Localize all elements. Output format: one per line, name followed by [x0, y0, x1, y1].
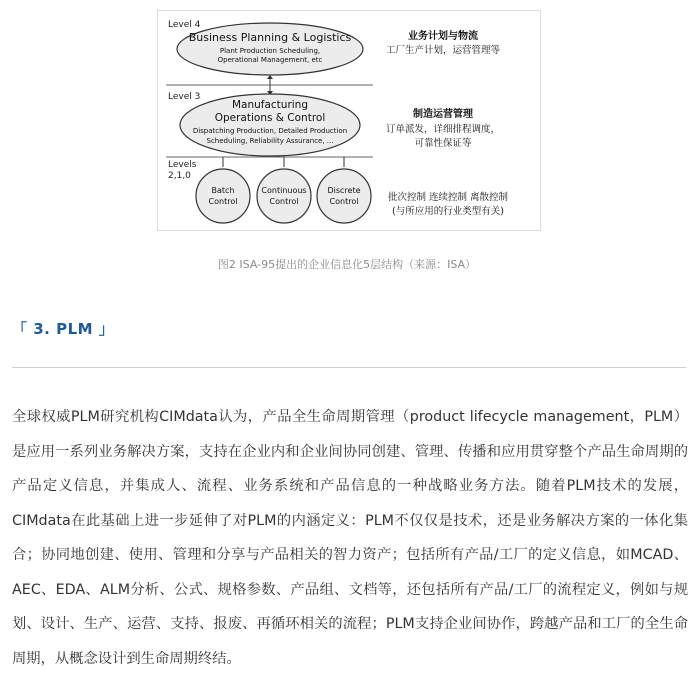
level3-cn1: 制造运营管理 [413, 109, 473, 120]
batch-label1: Batch [211, 186, 235, 195]
level4-cn2: 工厂生产计划，运营管理等 [385, 45, 501, 56]
level4-sub2: Operational Management, etc [217, 56, 323, 64]
isa95-diagram [158, 11, 540, 230]
section-divider [12, 367, 686, 368]
level3-title2: Operations & Control [214, 112, 326, 124]
batch-control-circle [196, 169, 250, 223]
continuous-label1: Continuous [261, 186, 307, 195]
batch-label2: Control [208, 197, 238, 206]
discrete-control-circle [317, 169, 371, 223]
body-paragraph: 全球权威PLM研究机构CIMdata认为，产品全生命周期管理（product lifecycle management，PLM）是应用一系列业务解决方案，支持在企业内和企业间协同创建、管理、传播和应用贯穿整个产品生命周期的产品定义信息，并集成人、流程、业务系统和产品信息的一种战略业务方法。随着PLM技术的发展，CIMdata在此基础上进一步延伸了对PLM的内涵定义：PLM不仅仅是技术，还是业务解决方案的一体化集合；协同地创建、使用、管理和分享与产品相关的智力资产；包括所有产品/工厂的定义信息，如MCAD、AEC、EDA、ALM分析、公式、规格参数、产品组、文档等，还包括所有产品/工厂的流程定义，例如与规划、设计、生产、运营、支持、报废、再循环相关的流程；PLM支持企业间协作，跨越产品和工厂的全生命周期，从概念设计到生命周期终结。 [12, 409, 688, 667]
level4-sub1: Plant Production Scheduling, [219, 47, 321, 55]
continuous-label2: Control [269, 197, 299, 206]
figure-caption: 图2 ISA-95提出的企业信息化5层结构（来源：ISA） [217, 258, 477, 271]
section-title: 「 3. PLM 」 [12, 320, 115, 338]
level3-sub2: Scheduling, Reliability Assurance, ... [206, 137, 334, 145]
discrete-label2: Control [329, 197, 359, 206]
level3-cn3: 可靠性保证等 [414, 138, 472, 149]
level3-title1: Manufacturing [231, 99, 309, 111]
continuous-control-circle [257, 169, 311, 223]
level4-label: Level 4 [168, 20, 201, 30]
level3-sub1: Dispatching Production, Detailed Production [192, 127, 348, 135]
level3-label: Level 3 [168, 92, 201, 102]
level4-title: Business Planning & Logistics [188, 31, 352, 44]
isa95-figure [157, 10, 541, 231]
discrete-label1: Discrete [327, 186, 361, 195]
level210-cn2: (与所应用的行业类型有关) [392, 206, 504, 217]
level210-label2: 2,1,0 [168, 171, 191, 181]
level3-cn2: 订单派发，详细排程调度， [385, 124, 501, 135]
level210-cn1: 批次控制 连续控制 离散控制 [387, 192, 509, 203]
arrow-up-icon [267, 75, 273, 79]
level210-label1: Levels [168, 160, 197, 170]
level4-cn1: 业务计划与物流 [408, 31, 478, 42]
